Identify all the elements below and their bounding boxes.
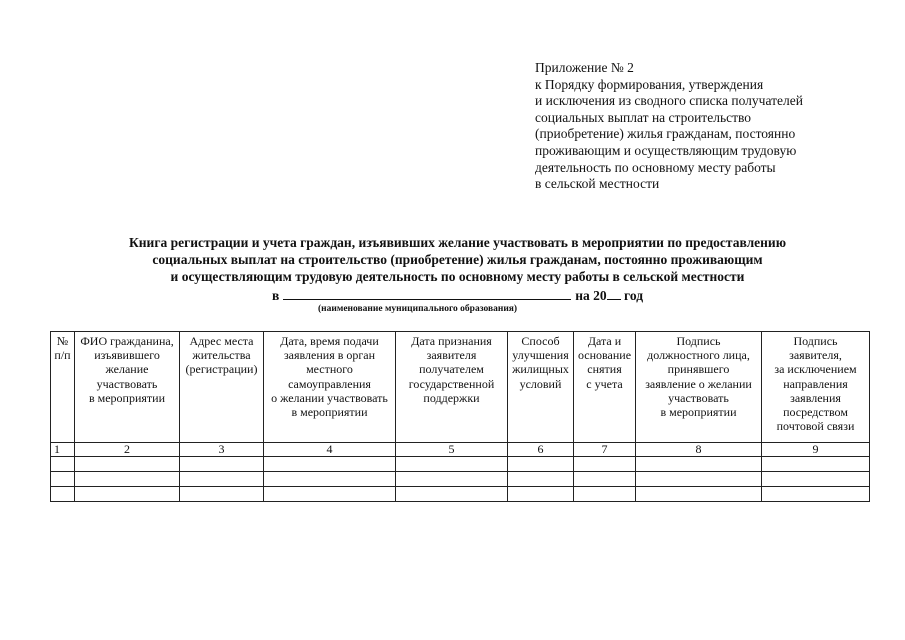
document-title [40,234,875,285]
table-cell[interactable] [75,472,180,487]
table-cell[interactable] [264,472,396,487]
column-header [264,332,396,443]
header-text: Дата и [587,334,622,348]
header-text: жилищных [512,362,569,377]
column-number: 8 [636,443,762,457]
title-line: и осуществляющим трудовую деятельность по основному месту работы в сельской местности [170,269,745,284]
header-text: снятия [587,362,622,377]
header-text: (регистрации) [185,362,258,377]
table-cell[interactable] [636,472,762,487]
table-cell[interactable] [574,472,636,487]
table-cell[interactable] [762,457,870,472]
table-cell[interactable] [51,457,75,472]
header-text: с учета [586,376,623,391]
column-number: 5 [396,443,508,457]
column-number: 9 [762,443,870,457]
header-text: № [56,334,69,348]
header-text: заявителя [426,348,477,363]
municipality-line [40,287,875,304]
header-text: почтовой связи [776,419,855,434]
header-text: основание [577,348,632,363]
table-cell[interactable] [51,487,75,502]
table-cell[interactable] [396,472,508,487]
table-row [51,487,870,502]
header-text: заявление о желании [645,376,752,391]
table-cell[interactable] [508,472,574,487]
table-cell[interactable] [508,487,574,502]
municipality-blank [283,287,571,300]
header-text: изъявившего [94,348,160,363]
header-text: должностного лица, [647,348,750,363]
column-header [396,332,508,443]
column-number: 3 [180,443,264,457]
title-line: Книга регистрации и учета граждан, изъявивших желание участвовать в мероприятии по предоставлению [128,235,787,250]
table-row [51,457,870,472]
header-text: в мероприятии [660,405,737,420]
municipality-prefix: в [271,288,280,303]
header-text: направления [783,376,848,391]
header-text: Адрес места [189,334,254,348]
header-text: условий [519,376,562,391]
table-cell[interactable] [762,472,870,487]
table-cell[interactable] [396,457,508,472]
header-text: участвовать [96,376,158,391]
table-cell[interactable] [396,487,508,502]
header-text: принявшего [667,362,730,377]
appendix-line: социальных выплат на строительство [535,109,752,125]
header-text: Дата признания [411,334,492,348]
header-text: участвовать [668,390,729,405]
appendix-line: проживающим и осуществляющим трудовую [535,142,797,158]
header-text: государственной [408,376,495,391]
header-text: улучшения [512,348,569,363]
table-cell[interactable] [508,457,574,472]
year-word: год [624,288,644,303]
column-header [762,332,870,443]
header-text: заявителя, [789,348,842,363]
column-header [180,332,264,443]
table-cell[interactable] [264,457,396,472]
header-text: получателем [419,362,484,377]
municipality-hint: (наименование муниципального образования) [318,304,518,314]
header-text: поддержки [423,390,480,405]
header-text: Дата, время подачи [280,334,379,348]
appendix-line: в сельской местности [535,176,660,192]
column-number: 6 [508,443,574,457]
header-text: в мероприятии [291,405,368,420]
header-text: о желании участвовать [271,390,388,405]
table-cell[interactable] [636,457,762,472]
appendix-line: к Порядку формирования, утверждения [535,76,764,92]
table-cell[interactable] [574,457,636,472]
header-text: желание [105,362,149,377]
column-header [75,332,180,443]
column-number: 4 [264,443,396,457]
table-cell[interactable] [636,487,762,502]
header-row [51,332,870,443]
column-header [636,332,762,443]
appendix-note [535,60,875,193]
table-cell[interactable] [762,487,870,502]
table-cell[interactable] [180,457,264,472]
appendix-line: и исключения из сводного списка получателей [535,93,803,109]
appendix-line: (приобретение) жилья гражданам, постоянно [535,126,796,142]
table-cell[interactable] [75,487,180,502]
registration-table [50,331,870,502]
table-row [51,472,870,487]
header-text: Подпись [793,334,838,348]
table-cell[interactable] [180,487,264,502]
header-text: посредством [783,405,848,420]
header-text: ФИО гражданина, [80,334,174,348]
header-text: п/п [54,348,71,363]
column-number-row [51,443,870,457]
header-text: за исключением [774,362,857,377]
header-text: заявления [790,390,841,405]
table-cell[interactable] [264,487,396,502]
column-number: 2 [75,443,180,457]
appendix-line: деятельность по основному месту работы [535,159,776,175]
header-text: Подпись [676,334,721,348]
appendix-line: Приложение № 2 [535,60,634,75]
column-header [51,332,75,443]
table-cell[interactable] [75,457,180,472]
column-header [574,332,636,443]
year-blank [607,287,621,300]
header-text: в мероприятии [88,390,166,405]
header-text: жительства [192,348,251,363]
column-header [508,332,574,443]
table-cell[interactable] [180,472,264,487]
header-text: заявления в орган [283,348,376,363]
table-cell[interactable] [574,487,636,502]
title-line: социальных выплат на строительство (приобретение) жилья гражданам, постоянно проживающим [152,252,763,267]
column-number: 1 [51,443,75,457]
year-prefix: на 20 [575,288,607,303]
column-number: 7 [574,443,636,457]
header-text: местного [306,362,353,377]
table-cell[interactable] [51,472,75,487]
header-text: Способ [521,334,560,348]
header-text: самоуправления [288,376,371,391]
